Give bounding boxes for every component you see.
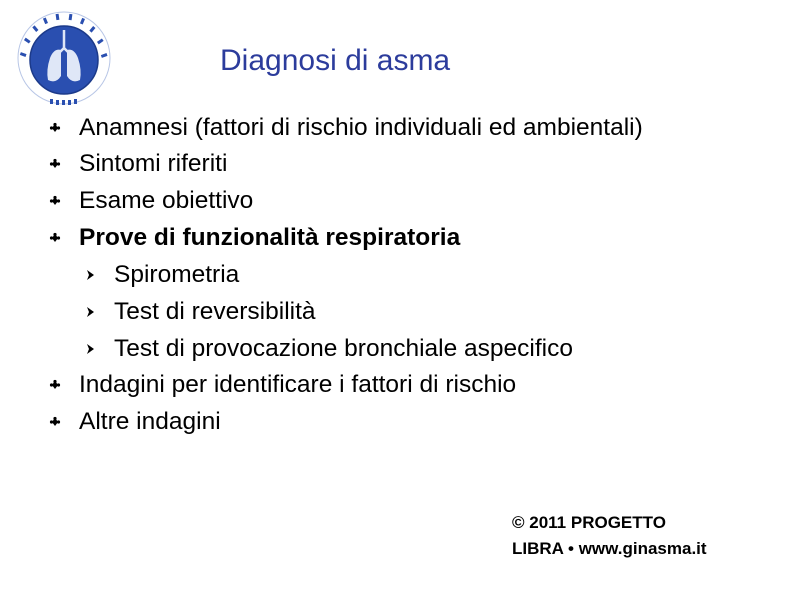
list-item [0, 220, 794, 256]
item-text: Prove di funzionalità respiratoria [79, 224, 461, 251]
list-item [0, 146, 794, 182]
diamond-bullet-icon [48, 404, 64, 440]
list-item [0, 257, 794, 293]
list-item [0, 110, 794, 146]
diamond-bullet-icon [48, 220, 64, 256]
item-text: Test di reversibilità [114, 298, 316, 325]
list-item [0, 183, 794, 219]
list-item [0, 404, 794, 440]
arrow-bullet-icon [84, 294, 100, 330]
list-item [0, 367, 794, 403]
list-item [0, 331, 794, 367]
item-text: Test di provocazione bronchiale aspecifico [114, 335, 573, 362]
diamond-bullet-icon [48, 183, 64, 219]
item-text: Altre indagini [79, 408, 221, 435]
list-item [0, 294, 794, 330]
arrow-bullet-icon [84, 331, 100, 367]
item-text: Esame obiettivo [79, 187, 254, 214]
lungs-logo-icon [14, 8, 114, 108]
arrow-bullet-icon [84, 257, 100, 293]
footer-line-1: © 2011 PROGETTO [512, 513, 666, 532]
item-text: Indagini per identificare i fattori di rischio [79, 371, 517, 398]
copyright-footer [512, 510, 707, 562]
gina-logo [14, 8, 114, 108]
slide-title: Diagnosi di asma [220, 44, 451, 77]
item-text: Spirometria [114, 261, 240, 288]
item-text: Anamnesi (fattori di rischio individuali ed ambientali) [79, 114, 643, 141]
item-text: Sintomi riferiti [79, 150, 228, 177]
footer-line-2: LIBRA • www.ginasma.it [512, 539, 707, 558]
diamond-bullet-icon [48, 110, 64, 146]
diamond-bullet-icon [48, 367, 64, 403]
diamond-bullet-icon [48, 146, 64, 182]
